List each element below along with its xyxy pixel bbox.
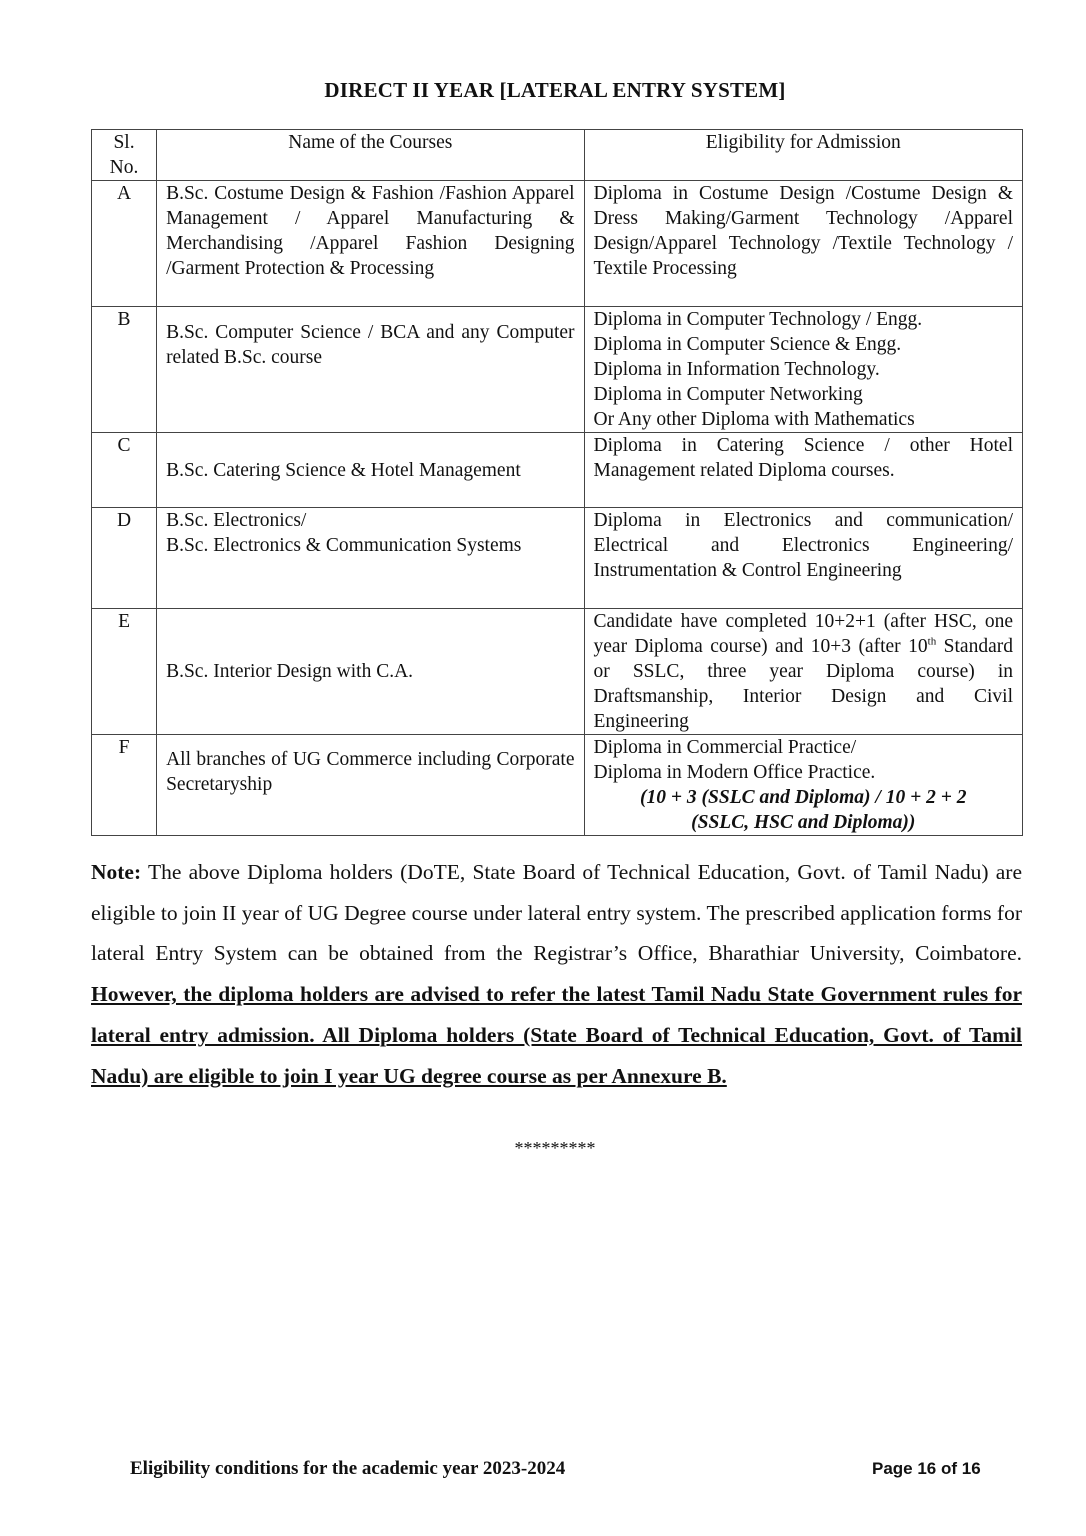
table-row: [92, 508, 1023, 609]
row-sl: F: [92, 735, 157, 836]
row-eligibility: Diploma in Catering Science / other Hotel Management related Diploma courses.: [584, 433, 1022, 508]
table-row: [92, 307, 1023, 433]
row-sl: C: [92, 433, 157, 508]
eligibility-line: Diploma in Modern Office Practice.: [593, 762, 876, 783]
eligibility-line: Diploma in Information Technology.: [593, 359, 880, 380]
row-course: B.Sc. Catering Science & Hotel Management: [157, 433, 584, 508]
note-label: Note:: [91, 860, 142, 884]
course-line: B.Sc. Electronics & Communication Systems: [166, 535, 522, 556]
section-separator: *********: [514, 1138, 596, 1158]
eligibility-line: Or Any other Diploma with Mathematics: [593, 409, 915, 430]
table-row: [92, 609, 1023, 735]
row-sl: E: [92, 609, 157, 735]
header-sl-no: Sl. No.: [92, 130, 157, 181]
row-sl: D: [92, 508, 157, 609]
header-course-name: Name of the Courses: [157, 130, 584, 181]
eligibility-line: Diploma in Computer Science & Engg.: [593, 334, 902, 355]
note-paragraph: [91, 852, 1022, 1096]
footer-title: Eligibility conditions for the academic year 2023-2024: [130, 1458, 566, 1479]
row-sl: A: [92, 181, 157, 307]
row-course: B.Sc. Interior Design with C.A.: [157, 609, 584, 735]
row-eligibility: Diploma in Electronics and communication/ Electrical and Electronics Engineering/ Instrumentation & Control Engineering: [584, 508, 1022, 609]
course-line: B.Sc. Electronics/: [166, 510, 307, 531]
eligibility-text: Candidate have completed 10+2+1 (after HSC, one year Diploma course) and 10+3 (after 10: [593, 611, 1013, 657]
row-course: B.Sc. Computer Science / BCA and any Computer related B.Sc. course: [157, 307, 584, 433]
row-eligibility: [584, 307, 1022, 433]
page-number: Page 16 of 16: [872, 1459, 981, 1478]
courses-table: [91, 129, 1023, 836]
table-header-row: [92, 130, 1023, 181]
header-eligibility: Eligibility for Admission: [584, 130, 1022, 181]
note-emphasis: However, the diploma holders are advised to refer the latest Tamil Nadu State Government rules for lateral entry admission. All Diploma holders (State Board of Technical Education, Govt. of Tamil Nadu) are eligible to join I year UG degree course as per Annexure B.: [91, 982, 1022, 1088]
eligibility-line: Diploma in Computer Networking: [593, 384, 863, 405]
row-eligibility: [584, 735, 1022, 836]
eligibility-line: Diploma in Computer Technology / Engg.: [593, 309, 923, 330]
eligibility-italic-line: (SSLC, HSC and Diploma)): [691, 812, 916, 833]
table-row: [92, 433, 1023, 508]
row-eligibility: [584, 609, 1022, 735]
table-row: [92, 181, 1023, 307]
page-title: DIRECT II YEAR [LATERAL ENTRY SYSTEM]: [324, 78, 786, 102]
row-course: [157, 508, 584, 609]
row-eligibility: Diploma in Costume Design /Costume Design & Dress Making/Garment Technology /Apparel Design/Apparel Technology /Textile Technology / Textile Processing: [584, 181, 1022, 307]
eligibility-italic-line: (10 + 3 (SSLC and Diploma) / 10 + 2 + 2: [640, 787, 967, 808]
eligibility-line: Diploma in Commercial Practice/: [593, 737, 857, 758]
note-text: The above Diploma holders (DoTE, State Board of Technical Education, Govt. of Tamil Nadu) are eligible to join II year of UG Degree course under lateral entry system. The prescribed application forms for lateral Entry System can be obtained from the Registrar’s Office, Bharathiar University, Coimbatore.: [91, 860, 1022, 966]
row-sl: B: [92, 307, 157, 433]
eligibility-text-cont: Standard or SSLC, three year Diploma course) in Draftsmanship, Interior Design and Civil Engineering: [593, 636, 1013, 732]
row-course: All branches of UG Commerce including Corporate Secretaryship: [157, 735, 584, 836]
row-course: B.Sc. Costume Design & Fashion /Fashion Apparel Management / Apparel Manufacturing & Merchandising /Apparel Fashion Designing /Garment Protection & Processing: [157, 181, 584, 307]
table-row: [92, 735, 1023, 836]
superscript-th: th: [927, 635, 937, 648]
